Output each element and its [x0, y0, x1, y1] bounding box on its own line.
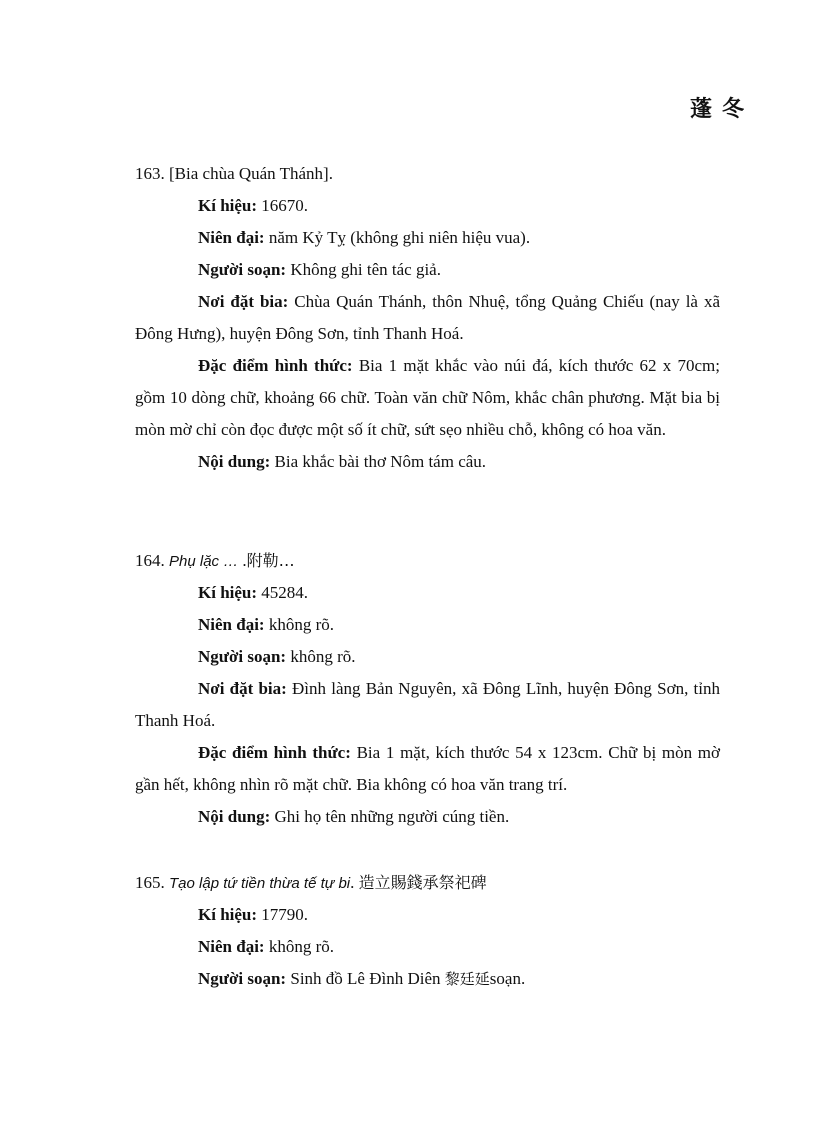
entry-title [135, 867, 720, 899]
label-ki-hieu: Kí hiệu: [198, 583, 258, 602]
entry-title-sep: . [350, 873, 359, 892]
label-noi-dat-bia: Nơi đặt bia: [198, 292, 289, 311]
entry-title-sep: . [242, 551, 247, 570]
field-noi-dung [135, 801, 720, 833]
field-noi-dat-bia [135, 286, 720, 350]
label-ki-hieu: Kí hiệu: [198, 196, 258, 215]
field-dac-diem [135, 737, 720, 801]
entry-number: 164. [135, 551, 165, 570]
value-nguoi-soan: không rõ. [290, 647, 356, 666]
label-dac-diem: Đặc điểm hình thức: [198, 356, 353, 375]
entry-title [135, 158, 720, 190]
label-nien-dai: Niên đại: [198, 228, 265, 247]
label-noi-dat-bia: Nơi đặt bia: [198, 679, 287, 698]
value-ki-hieu: 17790. [261, 905, 309, 924]
field-nien-dai [135, 222, 720, 254]
entry-title-han: 附勒… [246, 551, 295, 570]
value-noi-dung: Ghi họ tên những người cúng tiền. [274, 807, 510, 826]
field-dac-diem [135, 350, 720, 446]
entry-title-text: [Bia chùa Quán Thánh]. [169, 164, 333, 183]
value-dac-diem: Bia 1 mặt khắc vào núi đá, kích thước 62 x 70cm; gồm 10 dòng chữ, khoảng 66 chữ. Toàn văn chữ Nôm, khắc chân phương. Mặt bia bị mòn mờ chỉ còn đọc được một số ít chữ, sứt sẹo nhiều chỗ, không có hoa văn. [135, 356, 720, 439]
value-nguoi-soan-han: 黎廷延 [444, 970, 490, 988]
label-ki-hieu: Kí hiệu: [198, 905, 258, 924]
entry-title-italic: Phụ lặc … [169, 553, 243, 570]
field-nguoi-soan [135, 641, 720, 673]
value-ki-hieu: 45284. [261, 583, 309, 602]
entry-number: 165. [135, 873, 165, 892]
field-ki-hieu [135, 899, 720, 931]
entry-165 [135, 867, 720, 995]
label-nguoi-soan: Người soạn: [198, 969, 287, 988]
value-nguoi-soan: Không ghi tên tác giả. [290, 260, 441, 279]
label-noi-dung: Nội dung: [198, 807, 271, 826]
value-nguoi-soan: Sinh đồ Lê Đình Diên [290, 969, 441, 988]
value-nien-dai: không rõ. [268, 615, 335, 634]
value-noi-dat-bia: Đình làng Bản Nguyên, xã Đông Lĩnh, huyện Đông Sơn, tỉnh Thanh Hoá. [135, 679, 720, 730]
field-noi-dat-bia [135, 673, 720, 737]
value-nien-dai: không rõ. [268, 937, 335, 956]
label-noi-dung: Nội dung: [198, 452, 271, 471]
label-nien-dai: Niên đại: [198, 937, 265, 956]
entry-title [135, 545, 720, 577]
label-nguoi-soan: Người soạn: [198, 647, 287, 666]
label-dac-diem: Đặc điểm hình thức: [198, 743, 351, 762]
page-header-han: 蓬冬 [690, 97, 755, 122]
label-nguoi-soan: Người soạn: [198, 260, 287, 279]
entry-163 [135, 158, 720, 478]
value-noi-dung: Bia khắc bài thơ Nôm tám câu. [274, 452, 487, 471]
entry-title-italic: Tạo lập tứ tiền thừa tế tự bi [169, 875, 351, 892]
value-ki-hieu: 16670. [261, 196, 309, 215]
value-nien-dai: năm Kỷ Tỵ (không ghi niên hiệu vua). [268, 228, 531, 247]
entry-164 [135, 545, 720, 833]
field-nien-dai [135, 609, 720, 641]
field-ki-hieu [135, 190, 720, 222]
value-dac-diem: Bia 1 mặt, kích thước 54 x 123cm. Chữ bị mòn mờ gần hết, không nhìn rõ mặt chữ. Bia không có hoa văn trang trí. [135, 743, 720, 794]
field-noi-dung [135, 446, 720, 478]
field-nien-dai [135, 931, 720, 963]
field-ki-hieu [135, 577, 720, 609]
value-nguoi-soan-end: soạn. [489, 969, 526, 988]
label-nien-dai: Niên đại: [198, 615, 265, 634]
field-nguoi-soan [135, 963, 720, 995]
entry-title-han: 造立賜錢承祭祀碑 [358, 873, 487, 892]
entry-number: 163. [135, 164, 165, 183]
field-nguoi-soan [135, 254, 720, 286]
value-noi-dat-bia: Chùa Quán Thánh, thôn Nhuệ, tổng Quảng Chiếu (nay là xã Đông Hưng), huyện Đông Sơn, tỉnh Thanh Hoá. [135, 292, 720, 343]
